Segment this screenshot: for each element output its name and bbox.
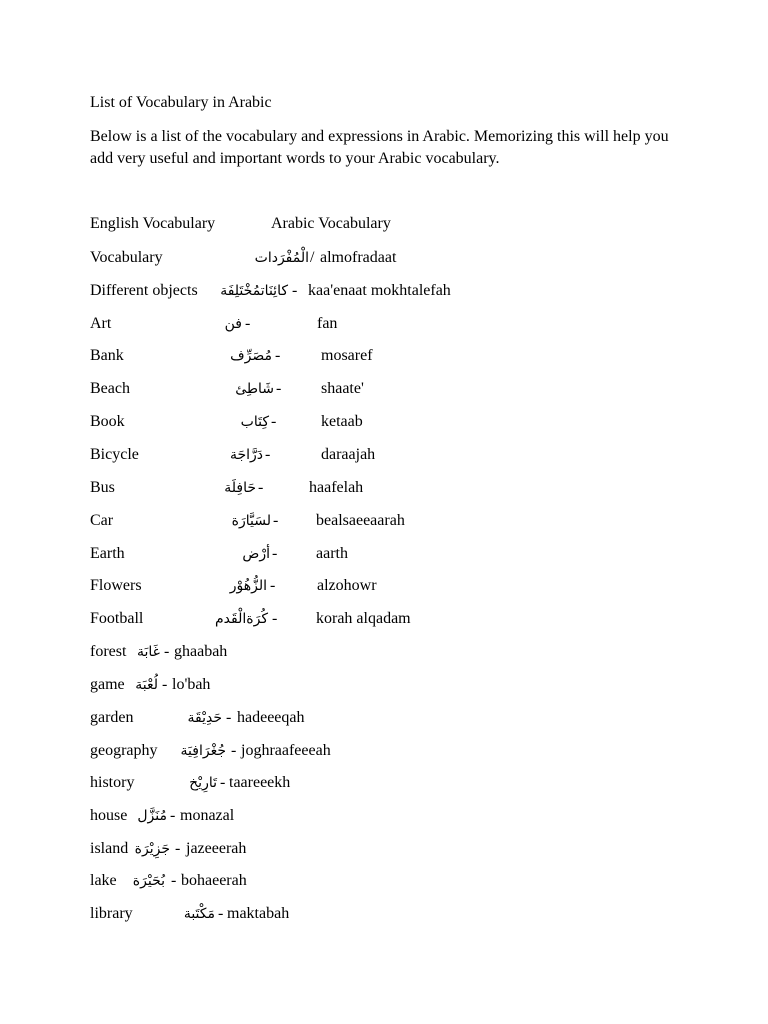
separator: - [164, 643, 170, 660]
separator: - [258, 479, 264, 496]
english-word: island [90, 840, 129, 857]
arabic-word: شَاطِئ [235, 381, 274, 397]
english-word: history [90, 774, 135, 791]
arabic-word: تَارِيْخ [189, 775, 217, 791]
transliteration: lo'bah [172, 676, 211, 693]
english-word: library [90, 905, 133, 922]
transliteration: hadeeeqah [237, 709, 305, 726]
transliteration: ketaab [321, 413, 363, 430]
arabic-word: حَافِلَة [224, 480, 256, 496]
transliteration: kaa'enaat mokhtalefah [308, 282, 451, 299]
english-word: lake [90, 872, 117, 889]
vocab-row [0, 510, 768, 534]
arabic-word: مَكْتَبة [183, 906, 215, 922]
arabic-word: جُغْرَافِيَة [180, 743, 226, 759]
separator: - [265, 446, 271, 463]
english-word: Football [90, 610, 144, 627]
arabic-word: حَدِيْقَة [187, 710, 222, 726]
arabic-word: لُعْبَة [135, 677, 158, 693]
separator: / [310, 249, 315, 266]
header-arabic: Arabic Vocabulary [271, 215, 391, 232]
transliteration: taareeekh [229, 774, 291, 791]
separator: - [271, 413, 277, 430]
vocab-row [0, 870, 768, 894]
arabic-word: لسَيَّارَة [231, 513, 271, 529]
vocab-row [0, 608, 768, 632]
header-english: English Vocabulary [90, 215, 216, 232]
transliteration: bealsaeeaarah [316, 512, 405, 529]
english-word: geography [90, 742, 158, 759]
english-word: game [90, 676, 125, 693]
vocab-row [0, 345, 768, 369]
vocab-row [0, 740, 768, 764]
transliteration: almofradaat [320, 249, 397, 266]
arabic-word: فن [224, 316, 242, 332]
transliteration: alzohowr [317, 577, 377, 594]
transliteration: korah alqadam [316, 610, 411, 627]
english-word: Art [90, 315, 112, 332]
separator: - [218, 905, 224, 922]
vocab-row [0, 575, 768, 599]
transliteration: shaate' [321, 380, 364, 397]
vocab-row [0, 707, 768, 731]
separator: - [272, 610, 278, 627]
separator: - [275, 347, 281, 364]
english-word: Earth [90, 545, 125, 562]
vocab-row [0, 444, 768, 468]
vocab-row [0, 411, 768, 435]
english-word: Different objects [90, 282, 198, 299]
vocab-row [0, 903, 768, 927]
separator: - [292, 282, 298, 299]
transliteration: mosaref [321, 347, 373, 364]
separator: - [175, 840, 181, 857]
separator: - [231, 742, 237, 759]
arabic-word: أرْض [242, 546, 270, 562]
arabic-word: غَابَة [137, 644, 160, 660]
arabic-word: جَزِيْرَة [134, 841, 170, 857]
separator: - [273, 512, 279, 529]
transliteration: jazeeerah [186, 840, 247, 857]
vocab-row [0, 772, 768, 796]
arabic-word: كُرَةالْقَدم [215, 611, 268, 627]
document-title: List of Vocabulary in Arabic [90, 94, 272, 111]
vocab-row [0, 641, 768, 665]
transliteration: monazal [180, 807, 235, 824]
vocab-row [0, 280, 768, 304]
transliteration: fan [317, 315, 338, 332]
english-word: Bank [90, 347, 124, 364]
arabic-word: كائِنَاتمُخْتَلِفَة [220, 283, 288, 299]
arabic-word: كِتَاب [240, 414, 269, 430]
intro-paragraph: Below is a list of the vocabulary and expressions in Arabic. Memorizing this will help you add very useful and important words to your Arabic vocabulary. [90, 128, 669, 167]
arabic-word: مُنَزَّل [137, 808, 167, 824]
separator: - [170, 807, 176, 824]
vocab-row [0, 838, 768, 862]
transliteration: joghraafeeeah [241, 742, 331, 759]
separator: - [270, 577, 276, 594]
arabic-word: مُصَرِّف [230, 348, 272, 364]
english-word: Bicycle [90, 446, 139, 463]
english-word: house [90, 807, 128, 824]
vocab-row [0, 378, 768, 402]
transliteration: bohaeerah [181, 872, 247, 889]
transliteration: aarth [316, 545, 348, 562]
arabic-word: دَرَّاجَة [229, 447, 263, 463]
separator: - [245, 315, 251, 332]
vocab-row [0, 247, 768, 271]
separator: - [171, 872, 177, 889]
english-word: forest [90, 643, 127, 660]
transliteration: maktabah [227, 905, 290, 922]
separator: - [162, 676, 168, 693]
vocab-row [0, 674, 768, 698]
english-word: Car [90, 512, 114, 529]
vocab-row [0, 313, 768, 337]
separator: - [276, 380, 282, 397]
separator: - [272, 545, 278, 562]
english-word: Flowers [90, 577, 142, 594]
arabic-word: الزُّهُوْر [229, 578, 267, 594]
vocab-row [0, 477, 768, 501]
separator: - [220, 774, 226, 791]
english-word: Vocabulary [90, 249, 163, 266]
separator: - [226, 709, 232, 726]
transliteration: haafelah [309, 479, 364, 496]
vocab-row [0, 543, 768, 567]
arabic-word: الْمُفْرَدات [254, 250, 309, 266]
english-word: Book [90, 413, 125, 430]
english-word: Bus [90, 479, 115, 496]
english-word: garden [90, 709, 134, 726]
vocab-row [0, 805, 768, 829]
arabic-word: بُحَيْرَة [132, 873, 165, 889]
transliteration: ghaabah [174, 643, 228, 660]
english-word: Beach [90, 380, 130, 397]
transliteration: daraajah [321, 446, 376, 463]
